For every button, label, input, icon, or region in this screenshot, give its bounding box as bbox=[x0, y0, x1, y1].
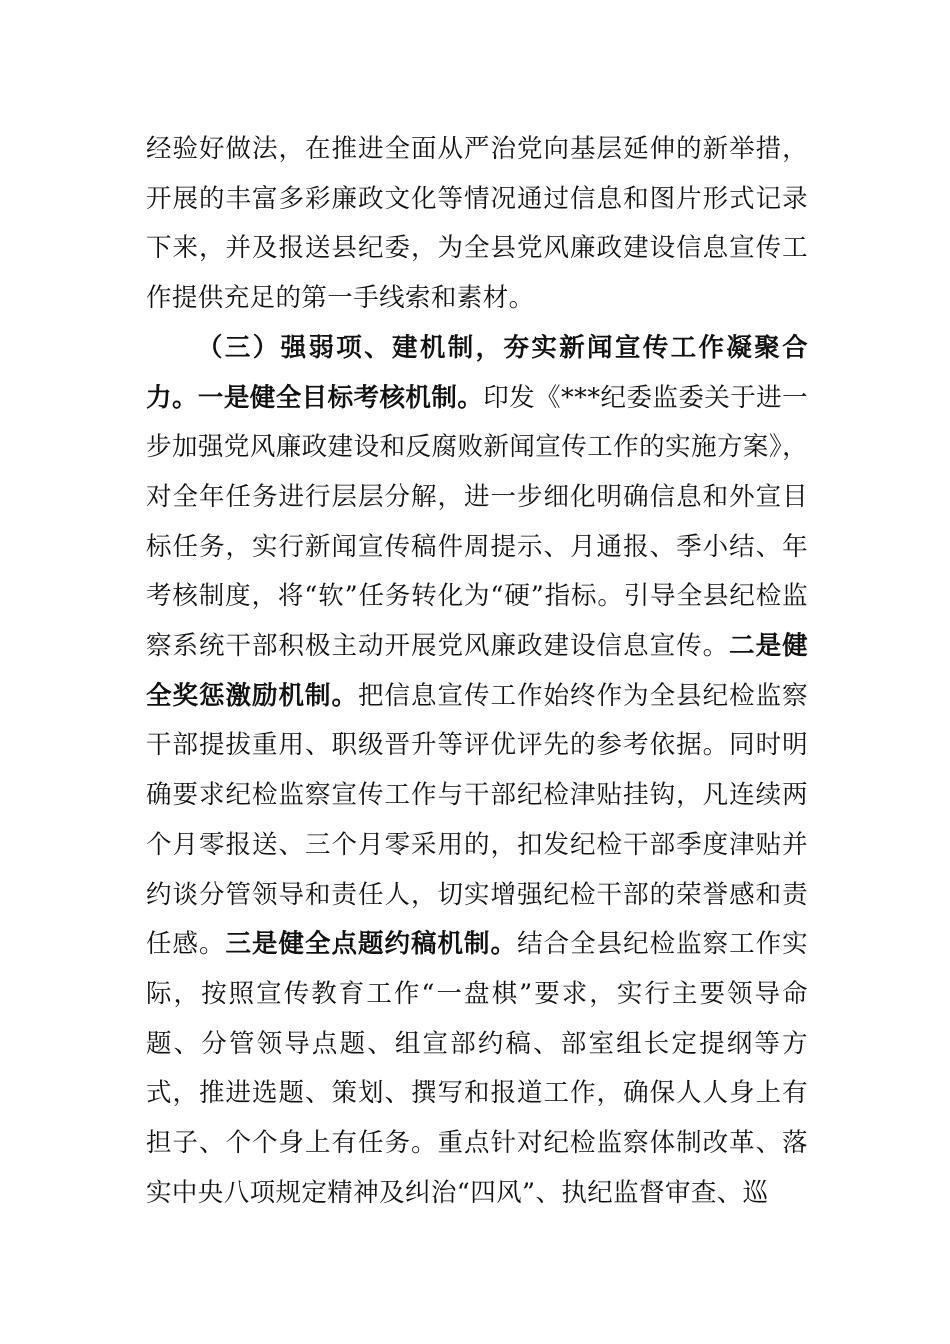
paragraph-text-run: 印发《***纪委监委关于进一步加强党风廉政建设和反腐败新闻宣传工作的实施方案》，对全年任务进行层层分解，进一步细化明确信息和外宣目标任务，实行新闻宣传稿件周提示、月通报、季小结、年考核制度，将“软”任务转化为“硬”指标。引导全县纪检监察系统干部积极主动开展党风廉政建设信息宣传。 bbox=[146, 382, 808, 662]
paragraph-text-run: 结合全县纪检监察工作实际，按照宣传教育工作“一盘棋”要求，实行主要领导命题、分管领导点题、组宣部约稿、部室组长定提纲等方式，推进选题、策划、撰写和报道工作，确保人人身上有担子、个个身上有任务。重点针对纪检监察体制改革、落实中央八项规定精神及纠治“四风”、执纪监督审查、巡 bbox=[146, 929, 808, 1208]
document-body bbox=[146, 125, 808, 1218]
second-mechanism-heading: 二是健全奖惩激励机制。 bbox=[146, 631, 809, 711]
paragraph-continuation bbox=[146, 125, 808, 324]
paragraph-text-run: 把信息宣传工作始终作为全县纪检监察干部提拔重用、职级晋升等评优评先的参考依据。同时明确要求纪检监察宣传工作与干部纪检津贴挂钩，凡连续两个月零报送、三个月零采用的，扣发纪检干部季度津贴并约谈分管领导和责任人，切实增强纪检干部的荣誉感和责任感。 bbox=[146, 680, 808, 960]
section-heading-and-first-mechanism: （三）强弱项、建机制，夯实新闻宣传工作凝聚合力。一是健全目标考核机制。 bbox=[146, 332, 808, 413]
third-mechanism-heading: 三是健全点题约稿机制。 bbox=[225, 929, 518, 960]
paragraph-section-three bbox=[146, 324, 808, 1219]
paragraph-text-run: 经验好做法，在推进全面从严治党向基层延伸的新举措，开展的丰富多彩廉政文化等情况通过信息和图片形式记录下来，并及报送县纪委，为全县党风廉政建设信息宣传工作提供充足的第一手线索和素材。 bbox=[146, 134, 808, 314]
